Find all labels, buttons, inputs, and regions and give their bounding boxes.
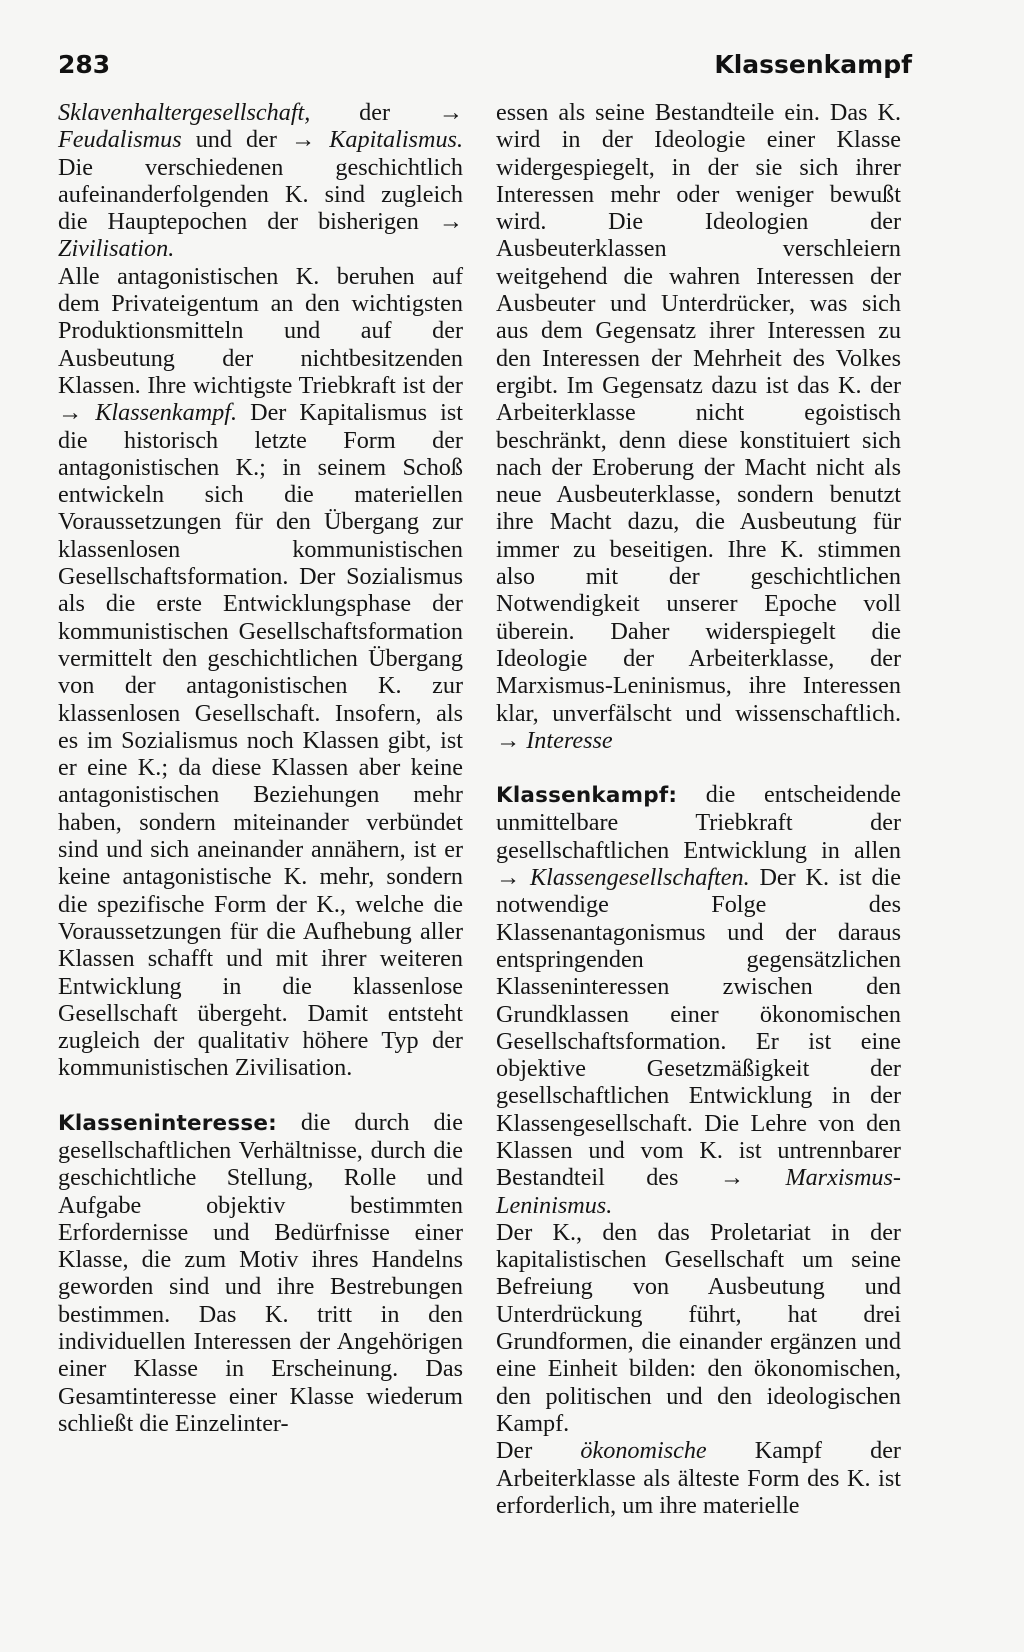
emphasis: ökonomische bbox=[580, 1437, 707, 1465]
entry-gap bbox=[58, 1082, 463, 1109]
page-number: 283 bbox=[58, 50, 111, 79]
cross-reference: Feudalismus bbox=[58, 126, 182, 154]
paragraph-antagonistic: Alle antagonistischen K. beruhen auf dem Privateigentum an den wichtigsten Produktionsmitteln und auf der Ausbeutung der nichtbesitzenden Klassen. Ihre wichtigste Triebkraft ist der → Klassenkampf. Der Kapitalismus ist die historisch letzte Form der antagonistischen K.; in seinem Schoß entwickeln sich die materiellen Voraussetzungen für den Übergang zur klassenlosen kommunistischen Gesellschaftsformation. Der Sozialismus als die erste Entwicklungsphase der kommunistischen Gesellschaftsformation vermittelt den geschichtlichen Übergang von der antagonistischen K. zur klassenlosen Gesellschaft. Insofern, als es im Sozialismus noch Klassen gibt, ist er eine K.; da diese Klassen aber keine antagonistischen Beziehungen mehr haben, sondern miteinander verbündet sind und sich aneinander annähern, ist er keine antagonistische K. mehr, sondern die spezifische Form der K., welche die Voraussetzungen für die Aufhebung aller Klassen schafft und mit ihrer weiteren Entwicklung in die klassenlose Gesellschaft übergeht. Damit entsteht zugleich der qualitativ höhere Typ der kommunistischen Zivilisation. bbox=[58, 262, 463, 1082]
cross-reference: Interesse bbox=[526, 726, 613, 754]
paragraph-economic-struggle: Der ökonomische Kampf der Arbeiterklasse als älteste Form des K. ist erforderlich, um ihre materielle bbox=[496, 1437, 901, 1519]
cross-reference: Zivilisation. bbox=[58, 235, 175, 263]
left-column bbox=[58, 99, 463, 1437]
entry-headword: Klassenkampf: bbox=[496, 783, 678, 809]
running-title: Klassenkampf bbox=[714, 50, 912, 79]
entry-klassenkampf: Klassenkampf: die entscheidende unmittelbare Triebkraft der gesellschaftlichen Entwicklung in allen → Klassengesellschaften. Der K. ist die notwendige Folge des Klassenantagonismus und der daraus entspringenden gegensätzlichen Klasseninteressen zwischen den Grundklassen einer ökonomischen Gesellschaftsformation. Er ist eine objektive Gesetzmäßigkeit der gesellschaftlichen Entwicklung in der Klassengesellschaft. Die Lehre von den Klassen und vom K. ist untrennbarer Bestandteil des → Marxismus-Leninismus. bbox=[496, 781, 901, 1219]
paragraph-interests: essen als seine Bestandteile ein. Das K. wird in der Ideologie einer Klasse widergespiegelt, in der sie sich ihrer Interessen mehr oder weniger bewußt wird. Die Ideologien der Ausbeuterklassen verschleiern weitgehend die wahren Interessen der Ausbeuter und Unterdrücker, was sich aus dem Gegensatz ihrer Interessen zu den Interessen der Mehrheit des Volkes ergibt. Im Gegensatz dazu ist das K. der Arbeiterklasse nicht egoistisch beschränkt, denn diese konstituiert sich nach der Eroberung der Macht nicht als neue Ausbeuterklasse, sondern benutzt ihre Macht dazu, die Ausbeutung für immer zu beseitigen. Ihre K. stimmen also mit der geschichtlichen Notwendigkeit unserer Epoche voll überein. Daher widerspiegelt die Ideologie der Arbeiterklasse, der Marxismus-Leninismus, ihre Interessen klar, unverfälscht und wissenschaftlich. → Interesse bbox=[496, 99, 901, 754]
entry-gap bbox=[496, 754, 901, 781]
entry-klasseninteresse: Klasseninteresse: die durch die gesellschaftlichen Verhältnisse, durch die geschichtliche Stellung, Rolle und Aufgabe objektiv bestimmten Erfordernisse und Bedürfnisse einer Klasse, die zum Motiv ihres Handelns geworden sind und ihre Bestrebungen bestimmen. Das K. tritt in den individuellen Interessen der Angehörigen einer Klasse in Erscheinung. Das Gesamtinteresse einer Klasse wiederum schließt die Einzelinter- bbox=[58, 1108, 463, 1437]
cross-reference: Sklavenhaltergesellschaft, bbox=[58, 99, 311, 126]
cross-reference: Kapitalismus. bbox=[329, 126, 463, 154]
entry-headword: Klasseninteresse: bbox=[58, 1110, 277, 1136]
right-column bbox=[496, 99, 901, 1519]
paragraph-proletariat: Der K., den das Proletariat in der kapitalistischen Gesellschaft um seine Befreiung von Ausbeutung und Unterdrückung führt, hat drei Grundformen, die einander ergänzen und eine Einheit bilden: den ökonomischen, den politischen und den ideologischen Kampf. bbox=[496, 1218, 901, 1437]
cross-reference: Marxismus-Leninismus. bbox=[496, 1164, 901, 1219]
cross-reference: Klassenkampf. bbox=[95, 399, 238, 427]
paragraph-civilisations: Sklavenhaltergesellschaft, der → Feudalismus und der → Kapitalismus. Die verschiedenen geschichtlich aufeinanderfolgenden K. sind zugleich die Hauptepochen der bisherigen → Zivilisation. bbox=[58, 99, 463, 263]
cross-reference: Klassengesellschaften. bbox=[529, 864, 750, 892]
